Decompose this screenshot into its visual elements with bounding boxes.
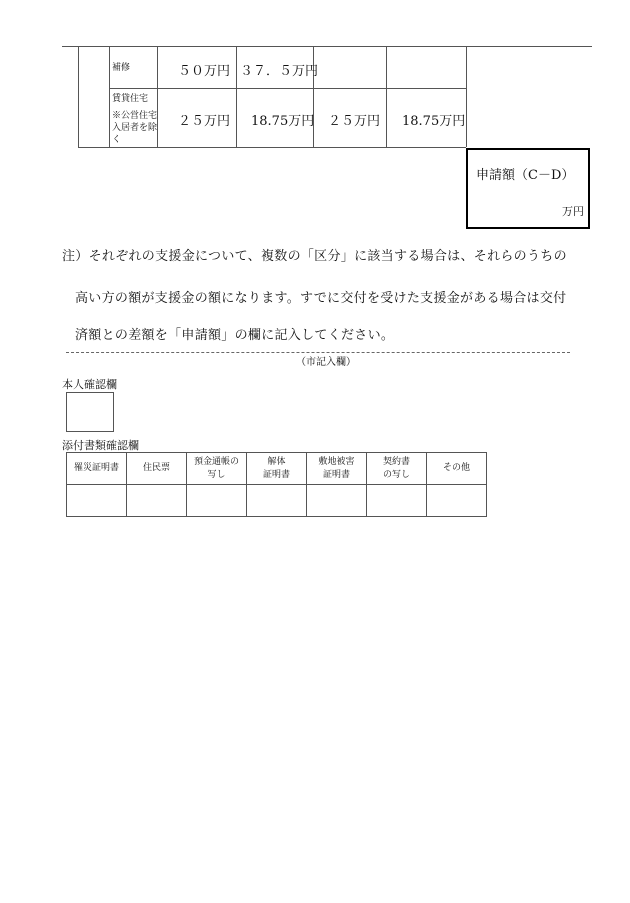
attachment-check-cell[interactable] — [367, 485, 427, 517]
attachment-header: 契約書 の写し — [367, 453, 427, 485]
table-bottom-border — [78, 147, 466, 148]
amount-cell: ２５万円 — [178, 114, 231, 129]
note-line-2: 高い方の額が支援金の額になります。すでに交付を受けた支援金がある場合は交付 — [75, 291, 567, 306]
table-divider — [236, 46, 237, 147]
amount-cell: 18.75万円 — [402, 114, 466, 129]
attachment-header: 解体 証明書 — [247, 453, 307, 485]
table-top-border — [62, 46, 592, 47]
note-line-3: 済額との差額を「申請額」の欄に記入してください。 — [75, 328, 395, 343]
identity-check-box[interactable] — [66, 392, 114, 432]
attachment-check-cell[interactable] — [427, 485, 487, 517]
table-divider — [109, 46, 110, 147]
row-label: 補修 — [112, 63, 131, 73]
identity-check-title: 本人確認欄 — [62, 378, 117, 391]
amount-cell: 18.75万円 — [251, 114, 315, 129]
table-row-border — [109, 88, 466, 89]
attachment-header: その他 — [427, 453, 487, 485]
attachment-check-cell[interactable] — [127, 485, 187, 517]
application-amount-unit: 万円 — [562, 205, 584, 218]
table-divider — [386, 46, 387, 147]
attachment-header: 住民票 — [127, 453, 187, 485]
row-note: ※公営住宅 — [112, 111, 158, 121]
attachment-header: 罹災証明書 — [67, 453, 127, 485]
amount-cell: ３７．５万円 — [240, 64, 319, 79]
attachment-check-cell[interactable] — [187, 485, 247, 517]
attachment-check-cell[interactable] — [247, 485, 307, 517]
application-amount-box[interactable] — [466, 148, 590, 229]
office-use-separator — [66, 352, 570, 353]
amount-cell: ５０万円 — [178, 64, 231, 79]
note-line-1: 注）それぞれの支援金について、複数の「区分」に該当する場合は、それらのうちの — [62, 249, 567, 264]
table-divider — [157, 46, 158, 147]
table-divider — [466, 46, 467, 147]
amount-cell: ２５万円 — [328, 114, 381, 129]
attachment-header: 敷地被害 証明書 — [307, 453, 367, 485]
row-note: く — [112, 135, 122, 145]
attachment-check-cell[interactable] — [67, 485, 127, 517]
attachments-title: 添付書類確認欄 — [62, 439, 139, 452]
row-label: 賃貸住宅 — [112, 94, 149, 104]
attachment-header: 預金通帳の 写し — [187, 453, 247, 485]
office-use-caption: （市記入欄） — [296, 357, 356, 368]
row-note: 入居者を除 — [112, 123, 158, 133]
attachment-check-cell[interactable] — [307, 485, 367, 517]
application-amount-label: 申請額（C－D） — [476, 168, 575, 183]
attachments-table — [66, 452, 487, 517]
table-left-border — [78, 46, 79, 147]
